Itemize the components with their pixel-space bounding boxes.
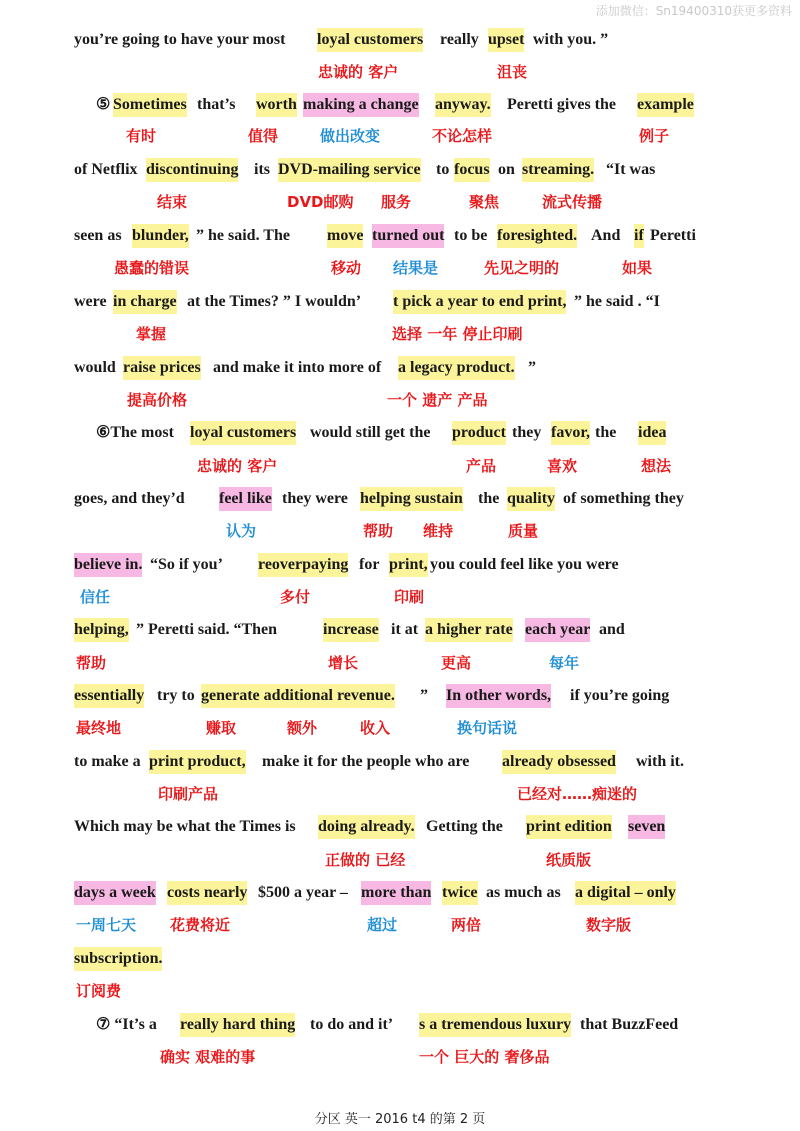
- gloss-line: [0, 651, 800, 675]
- text-segment: if you’re going: [570, 687, 670, 704]
- highlight-yellow-phrase: subscription.: [74, 947, 162, 971]
- highlight-pink-phrase: In other words,: [446, 684, 551, 708]
- highlight-yellow-phrase: reoverpaying: [258, 553, 348, 577]
- highlight-yellow-phrase: generate additional revenue.: [201, 684, 395, 708]
- gloss-line: [0, 848, 800, 872]
- highlight-yellow-phrase: print product,: [149, 750, 246, 774]
- highlight-yellow-phrase: twice: [442, 881, 478, 905]
- text-segment: ⑦ “It’s a: [96, 1016, 157, 1033]
- gloss-red: 质量: [508, 522, 539, 540]
- highlight-yellow-phrase: favor,: [551, 421, 590, 445]
- gloss-line: [0, 256, 800, 280]
- highlight-pink-phrase: days a week: [74, 881, 156, 905]
- text-segment: $500 a year –: [258, 884, 348, 901]
- gloss-line: [0, 979, 800, 1003]
- gloss-red: 最终地: [76, 719, 122, 737]
- gloss-red: 印刷产品: [158, 785, 219, 803]
- text-segment: and make it into more of: [213, 359, 382, 376]
- text-line: [0, 750, 800, 774]
- text-segment: ” he said. The: [196, 227, 290, 244]
- text-line: [0, 553, 800, 577]
- text-segment: “It was: [606, 161, 656, 178]
- gloss-red: 沮丧: [497, 63, 528, 81]
- gloss-red: 结束: [157, 193, 188, 211]
- text-segment: to be: [454, 227, 488, 244]
- gloss-line: [0, 124, 800, 148]
- gloss-red: 收入: [360, 719, 391, 737]
- gloss-red: 帮助: [363, 522, 394, 540]
- text-segment: “So if you’: [150, 556, 223, 573]
- gloss-red: 服务: [381, 193, 412, 211]
- highlight-yellow-phrase: foresighted.: [497, 224, 577, 248]
- gloss-red: 选择 一年 停止印刷: [392, 325, 523, 343]
- highlight-yellow-phrase: DVD-mailing service: [278, 158, 421, 182]
- highlight-yellow-phrase: loyal customers: [190, 421, 296, 445]
- text-segment: you could feel like you were: [430, 556, 619, 573]
- page-footer: 分区 英一 2016 t4 的第 2 页: [314, 1112, 486, 1127]
- highlight-yellow-phrase: print edition: [526, 815, 612, 839]
- gloss-red: 忠诚的 客户: [318, 63, 399, 81]
- text-segment: Peretti: [650, 227, 696, 244]
- text-segment: And: [591, 227, 621, 244]
- highlight-yellow-phrase: a higher rate: [425, 618, 513, 642]
- gloss-red: 值得: [248, 127, 279, 145]
- gloss-blue: 结果是: [393, 259, 439, 277]
- text-line: [0, 158, 800, 182]
- text-segment: seen as: [74, 227, 122, 244]
- text-segment: for: [359, 556, 380, 573]
- text-segment: ” he said . “I: [574, 293, 660, 310]
- gloss-red: 两倍: [451, 916, 482, 934]
- text-segment: to: [436, 161, 450, 178]
- gloss-red: 额外: [287, 719, 318, 737]
- text-segment: ⑤: [96, 96, 111, 113]
- highlight-pink-phrase: believe in.: [74, 553, 142, 577]
- text-segment: on: [498, 161, 515, 178]
- text-segment: ”: [528, 359, 536, 376]
- highlight-yellow-phrase: example: [637, 93, 694, 117]
- gloss-blue: 信任: [80, 588, 111, 606]
- gloss-red: 想法: [641, 457, 672, 475]
- gloss-red: 一个 巨大的 奢侈品: [419, 1048, 550, 1066]
- text-line: [0, 421, 800, 445]
- gloss-line: [0, 454, 800, 478]
- gloss-red: 维持: [423, 522, 454, 540]
- highlight-yellow-phrase: discontinuing: [146, 158, 238, 182]
- text-segment: ”: [420, 687, 428, 704]
- highlight-yellow-phrase: helping sustain: [360, 487, 463, 511]
- highlight-yellow-phrase: upset: [488, 28, 524, 52]
- gloss-blue: 每年: [549, 654, 580, 672]
- highlight-yellow-phrase: raise prices: [123, 356, 201, 380]
- gloss-red: 花费将近: [170, 916, 231, 934]
- gloss-line: [0, 322, 800, 346]
- text-line: [0, 1013, 800, 1037]
- text-segment: with you. ”: [533, 31, 609, 48]
- gloss-blue: 换句话说: [457, 719, 518, 737]
- gloss-red: 有时: [126, 127, 157, 145]
- gloss-red: 掌握: [136, 325, 167, 343]
- text-line: [0, 224, 800, 248]
- highlight-yellow-phrase: idea: [638, 421, 666, 445]
- gloss-line: [0, 585, 800, 609]
- text-segment: to make a: [74, 753, 141, 770]
- gloss-red: 聚焦: [469, 193, 500, 211]
- gloss-red: 提高价格: [127, 391, 188, 409]
- highlight-yellow-phrase: streaming.: [522, 158, 594, 182]
- text-segment: the: [595, 424, 617, 441]
- text-segment: the: [478, 490, 500, 507]
- text-line: [0, 28, 800, 52]
- highlight-yellow-phrase: helping,: [74, 618, 129, 642]
- text-segment: that BuzzFeed: [580, 1016, 679, 1033]
- text-segment: at the Times? ” I wouldn’: [187, 293, 362, 310]
- highlight-pink-phrase: seven: [628, 815, 665, 839]
- text-segment: it at: [391, 621, 419, 638]
- gloss-line: [0, 1045, 800, 1069]
- gloss-blue: 做出改变: [320, 127, 381, 145]
- text-segment: you’re going to have your most: [74, 31, 286, 48]
- text-segment: as much as: [486, 884, 561, 901]
- highlight-yellow-phrase: a digital – only: [575, 881, 676, 905]
- gloss-red: 喜欢: [547, 457, 578, 475]
- text-segment: with it.: [636, 753, 684, 770]
- gloss-red: 如果: [622, 259, 653, 277]
- gloss-red: DVD邮购: [287, 193, 354, 211]
- highlight-yellow-phrase: worth: [256, 93, 297, 117]
- gloss-blue: 一周七天: [76, 916, 137, 934]
- gloss-blue: 认为: [226, 522, 257, 540]
- highlight-yellow-phrase: already obsessed: [502, 750, 616, 774]
- text-segment: they were: [282, 490, 348, 507]
- gloss-red: 数字版: [586, 916, 632, 934]
- gloss-red: 例子: [639, 127, 670, 145]
- text-segment: and: [599, 621, 625, 638]
- gloss-red: 一个 遗产 产品: [387, 391, 488, 409]
- watermark-text: 添加微信：Sn19400310获更多资料: [595, 4, 792, 18]
- text-segment: goes, and they’d: [74, 490, 185, 507]
- highlight-yellow-phrase: s a tremendous luxury: [419, 1013, 571, 1037]
- gloss-red: 已经对……痴迷的: [517, 785, 638, 803]
- gloss-line: [0, 519, 800, 543]
- gloss-red: 订阅费: [76, 982, 122, 1000]
- gloss-red: 印刷: [394, 588, 425, 606]
- text-segment: Getting the: [426, 818, 503, 835]
- text-line: [0, 684, 800, 708]
- highlight-yellow-phrase: anyway.: [435, 93, 491, 117]
- highlight-yellow-phrase: print,: [389, 553, 428, 577]
- text-segment: were: [74, 293, 107, 310]
- highlight-yellow-phrase: if: [634, 224, 644, 248]
- text-segment: make it for the people who are: [262, 753, 470, 770]
- text-line: [0, 618, 800, 642]
- text-segment: they: [512, 424, 542, 441]
- gloss-red: 不论怎样: [432, 127, 493, 145]
- gloss-line: [0, 388, 800, 412]
- text-segment: of Netflix: [74, 161, 138, 178]
- text-line: [0, 815, 800, 839]
- text-segment: to do and it’: [310, 1016, 394, 1033]
- gloss-line: [0, 782, 800, 806]
- gloss-red: 帮助: [76, 654, 107, 672]
- highlight-pink-phrase: turned out: [372, 224, 444, 248]
- gloss-red: 增长: [328, 654, 359, 672]
- text-line: [0, 93, 800, 117]
- highlight-yellow-phrase: really hard thing: [180, 1013, 295, 1037]
- text-segment: ” Peretti said. “Then: [136, 621, 278, 638]
- gloss-red: 移动: [331, 259, 362, 277]
- text-line: [0, 290, 800, 314]
- gloss-red: 赚取: [206, 719, 237, 737]
- text-segment: try to: [157, 687, 195, 704]
- gloss-red: 确实 艰难的事: [160, 1048, 256, 1066]
- highlight-yellow-phrase: product: [452, 421, 506, 445]
- gloss-line: [0, 60, 800, 84]
- gloss-blue: 超过: [367, 916, 398, 934]
- highlight-yellow-phrase: loyal customers: [317, 28, 423, 52]
- gloss-line: [0, 913, 800, 937]
- text-segment: really: [440, 31, 479, 48]
- gloss-red: 愚蠢的错误: [114, 259, 190, 277]
- highlight-pink-phrase: each year: [525, 618, 590, 642]
- text-segment: that’s: [197, 96, 236, 113]
- gloss-red: 先见之明的: [484, 259, 560, 277]
- text-segment: of something they: [563, 490, 684, 507]
- highlight-yellow-phrase: focus: [454, 158, 490, 182]
- text-line: [0, 487, 800, 511]
- highlight-yellow-phrase: t pick a year to end print,: [393, 290, 566, 314]
- highlight-yellow-phrase: doing already.: [318, 815, 415, 839]
- gloss-line: [0, 190, 800, 214]
- highlight-yellow-phrase: move: [327, 224, 363, 248]
- gloss-red: 更高: [441, 654, 472, 672]
- highlight-yellow-phrase: costs nearly: [167, 881, 247, 905]
- highlight-yellow-phrase: blunder,: [132, 224, 189, 248]
- highlight-pink-phrase: more than: [361, 881, 431, 905]
- text-segment: would: [74, 359, 116, 376]
- text-segment: ⑥The most: [96, 424, 174, 441]
- highlight-yellow-phrase: a legacy product.: [398, 356, 515, 380]
- gloss-red: 多付: [280, 588, 311, 606]
- text-line: [0, 881, 800, 905]
- highlight-yellow-phrase: Sometimes: [113, 93, 187, 117]
- gloss-red: 正做的 已经: [325, 851, 406, 869]
- text-segment: Which may be what the Times is: [74, 818, 296, 835]
- gloss-red: 忠诚的 客户: [197, 457, 278, 475]
- gloss-line: [0, 716, 800, 740]
- text-line: [0, 356, 800, 380]
- gloss-red: 纸质版: [546, 851, 592, 869]
- highlight-yellow-phrase: in charge: [113, 290, 177, 314]
- highlight-pink-phrase: feel like: [219, 487, 272, 511]
- gloss-red: 流式传播: [542, 193, 603, 211]
- highlight-pink-phrase: making a change: [303, 93, 419, 117]
- text-line: [0, 947, 800, 971]
- gloss-red: 产品: [466, 457, 497, 475]
- highlight-yellow-phrase: quality: [507, 487, 555, 511]
- text-segment: would still get the: [310, 424, 431, 441]
- highlight-yellow-phrase: essentially: [74, 684, 144, 708]
- highlight-yellow-phrase: increase: [323, 618, 379, 642]
- text-segment: its: [254, 161, 270, 178]
- text-segment: Peretti gives the: [507, 96, 616, 113]
